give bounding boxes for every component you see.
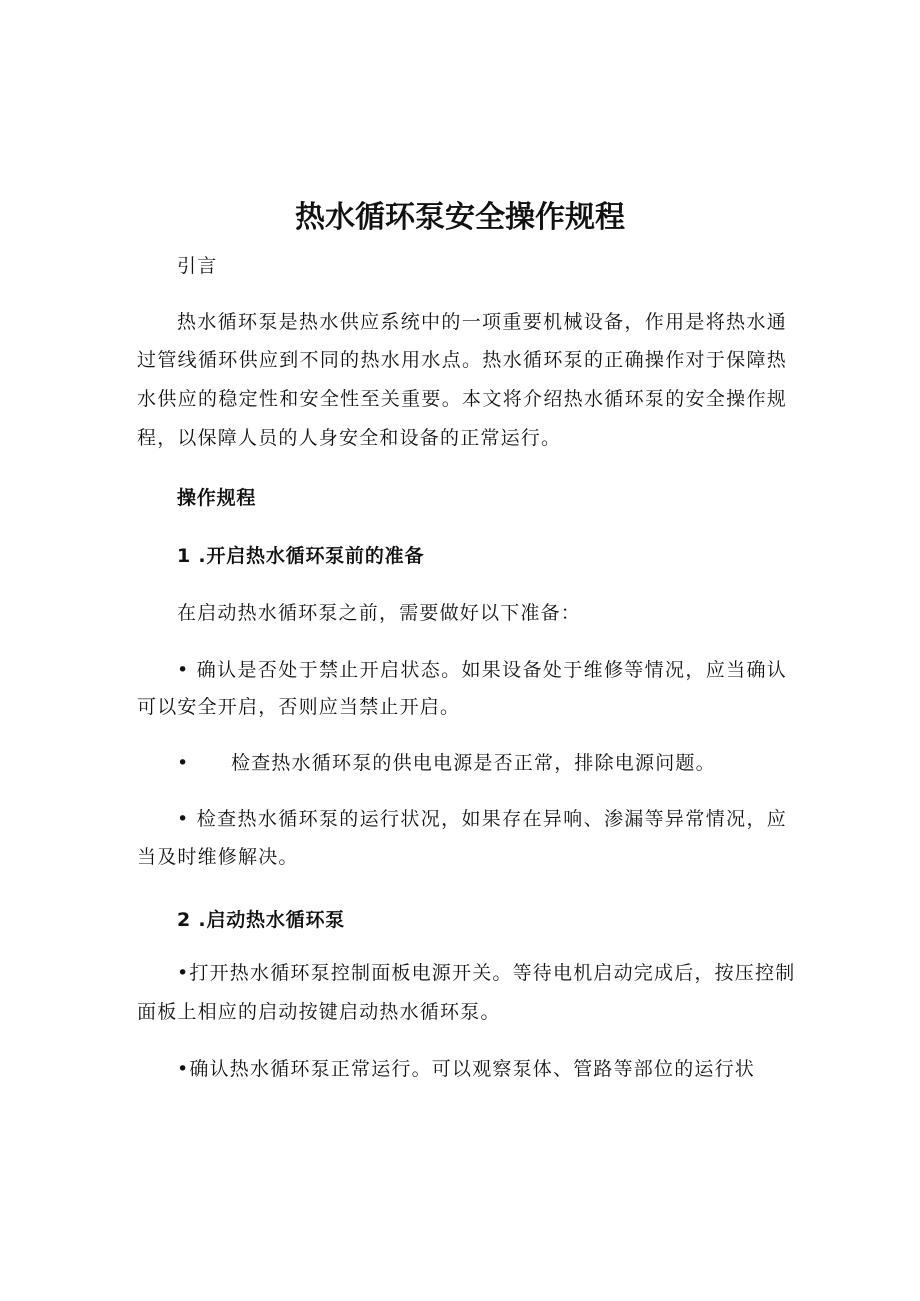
step1-bullet1-line-1: • 确认是否处于禁止开启状态。如果设备处于维修等情况，应当确认 <box>177 659 787 681</box>
step1-lead: 在启动热水循环泵之前，需要做好以下准备： <box>177 602 582 624</box>
intro-paragraph-line-3: 水供应的稳定性和安全性至关重要。本文将介绍热水循环泵的安全操作规 <box>137 388 787 410</box>
intro-paragraph-line-2: 过管线循环供应到不同的热水用水点。热水循环泵的正确操作对于保障热 <box>137 349 787 371</box>
step2-bullet2-line: •确认热水循环泵正常运行。可以观察泵体、管路等部位的运行状 <box>177 1058 756 1080</box>
step1-bullet2-marker: • <box>177 752 190 774</box>
step1-bullet1-line-2: 可以安全开启，否则应当禁止开启。 <box>137 696 461 718</box>
step1-bullet2-text: 检查热水循环泵的供电电源是否正常，排除电源问题。 <box>231 752 716 774</box>
step1-bullet3-line-2: 当及时维修解决。 <box>137 846 299 868</box>
document-title: 热水循环泵安全操作规程 <box>295 200 625 235</box>
section-heading: 操作规程 <box>177 487 257 509</box>
step2-bullet1-line-1: •打开热水循环泵控制面板电源开关。等待电机启动完成后，按压控制 <box>177 962 796 984</box>
step2-bullet1-line-2: 面板上相应的启动按键启动热水循环泵。 <box>137 1001 501 1023</box>
intro-paragraph-line-1: 热水循环泵是热水供应系统中的一项重要机械设备，作用是将热水通 <box>177 311 787 333</box>
intro-heading: 引言 <box>177 255 218 277</box>
step1-bullet3-line-1: • 检查热水循环泵的运行状况，如果存在异响、渗漏等异常情况，应 <box>177 808 787 830</box>
step1-heading: 1 .开启热水循环泵前的准备 <box>177 545 425 567</box>
intro-paragraph-line-4: 程，以保障人员的人身安全和设备的正常运行。 <box>137 427 562 449</box>
step2-heading: 2 .启动热水循环泵 <box>177 909 346 931</box>
